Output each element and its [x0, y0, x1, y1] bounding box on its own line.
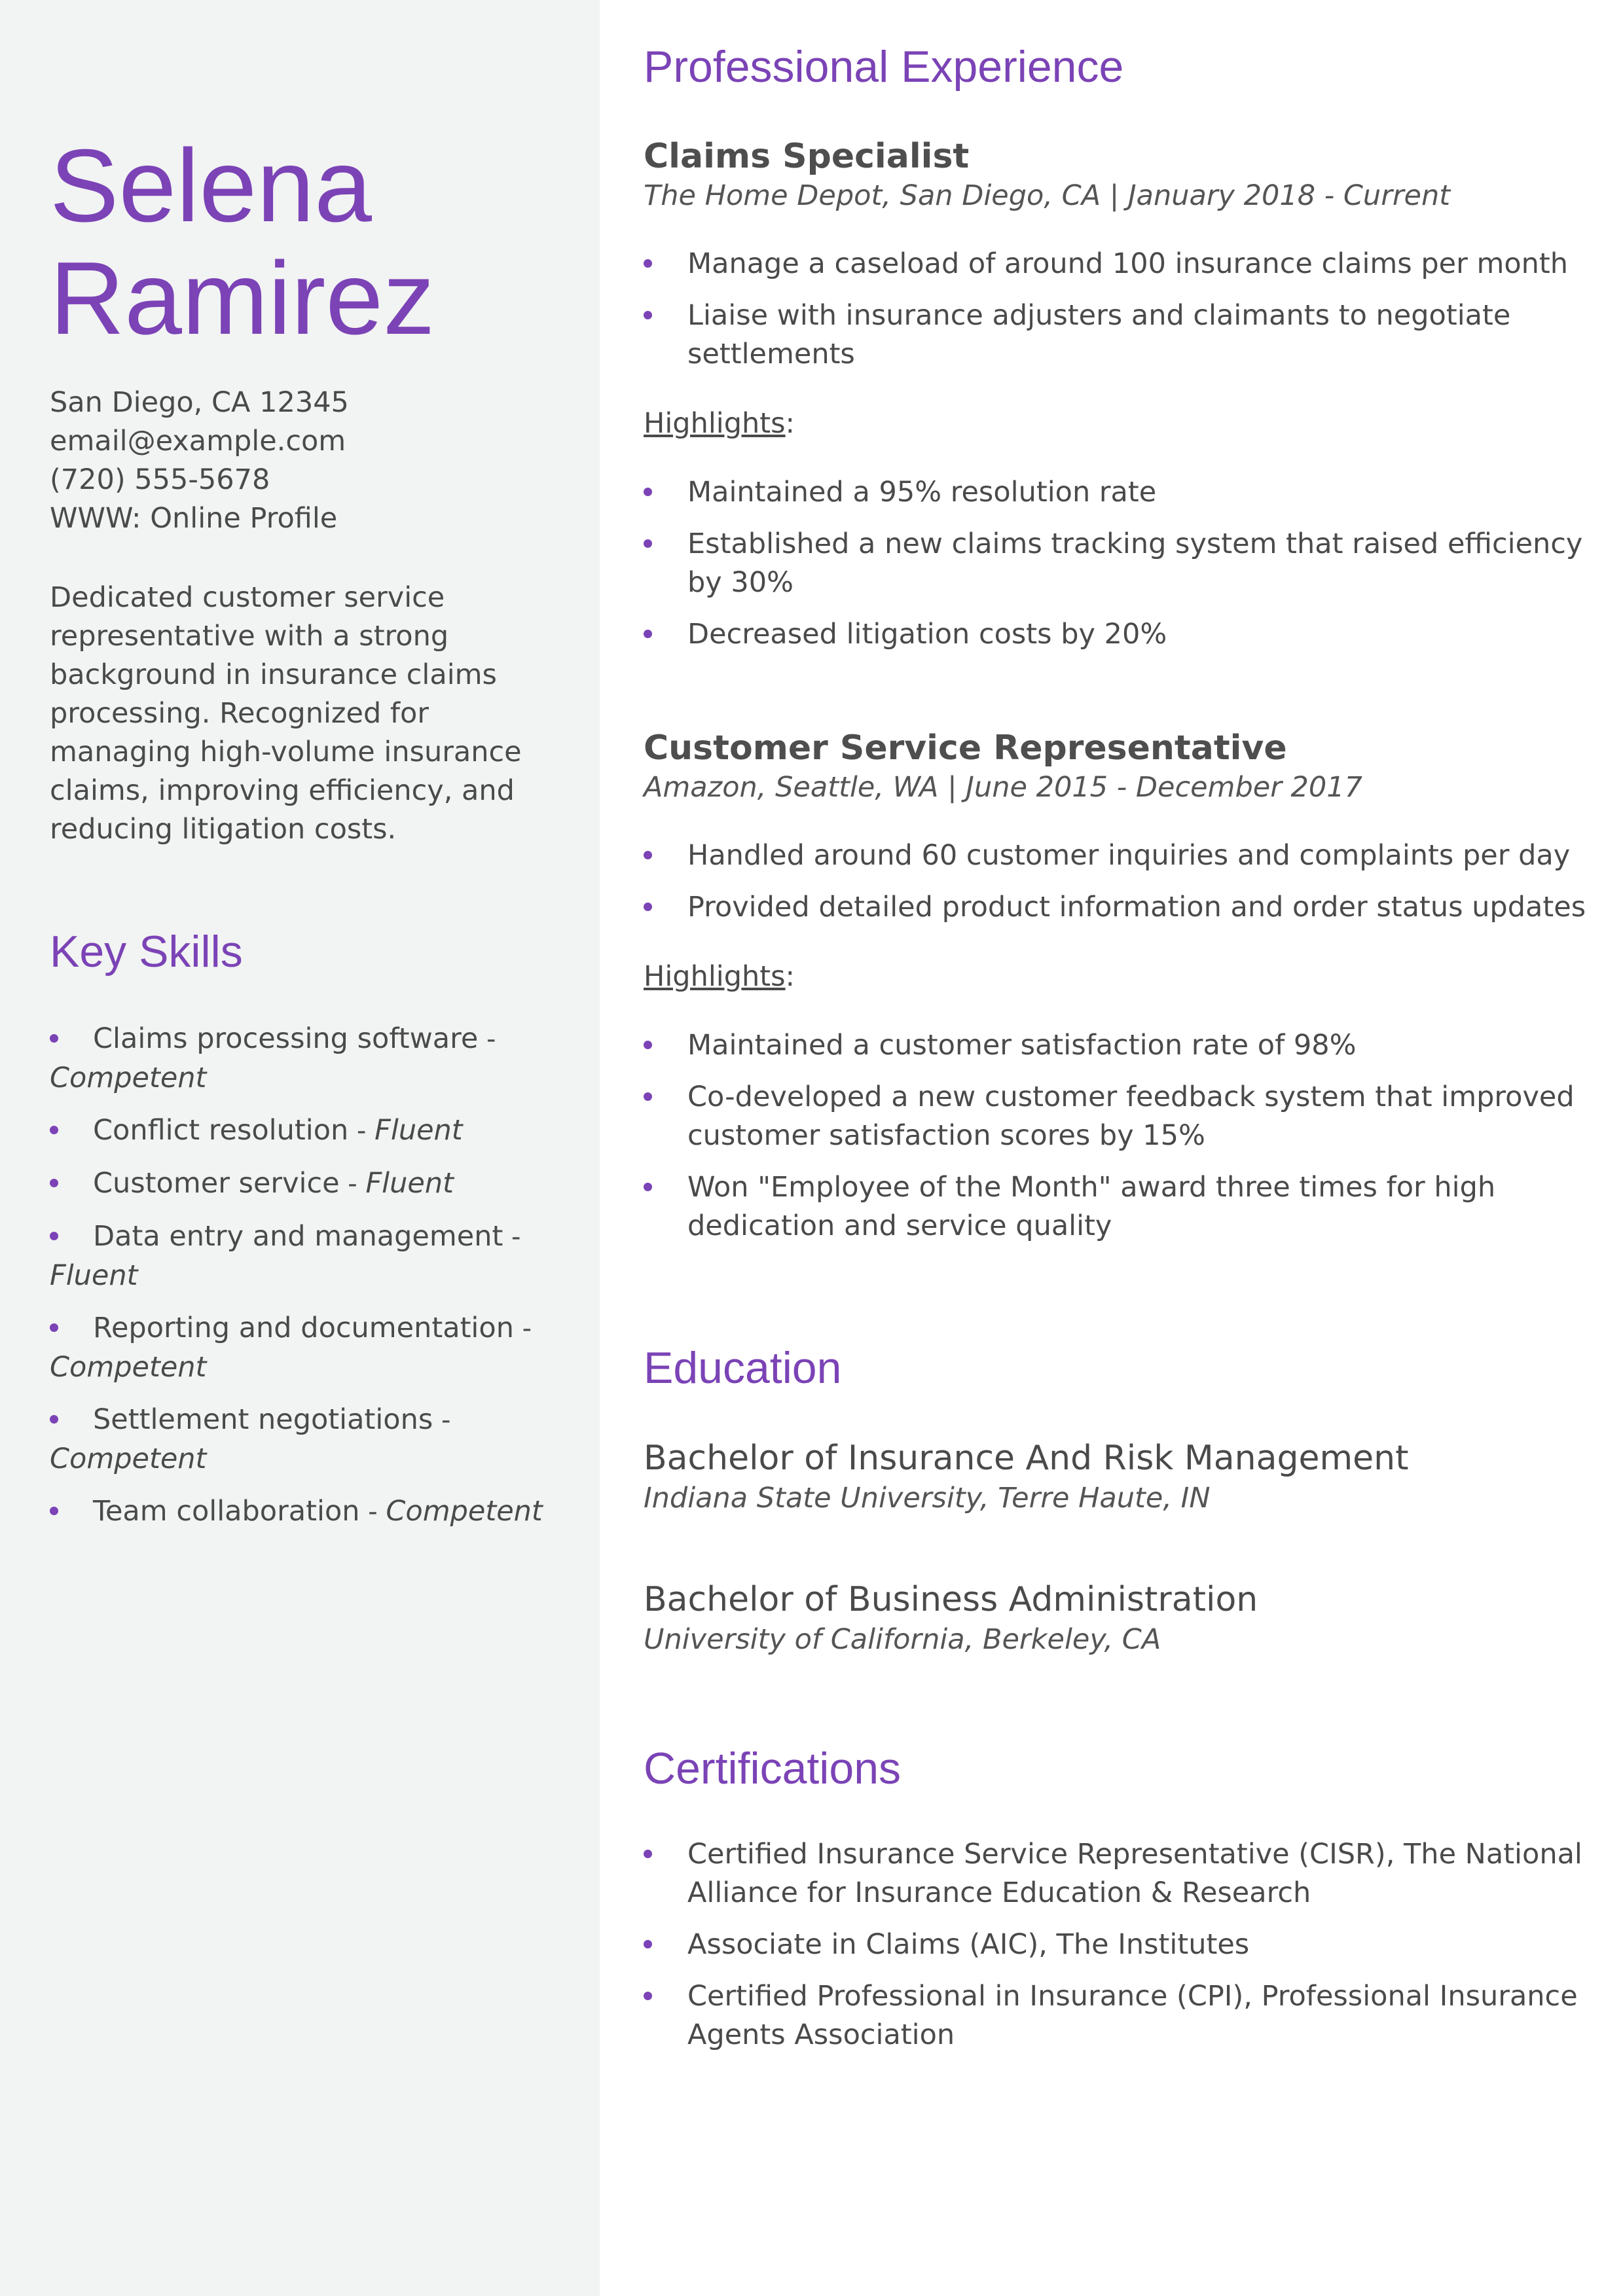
- highlights-label-text: Highlights: [644, 960, 786, 993]
- skill-level: Fluent: [365, 1167, 454, 1200]
- highlights-colon: :: [785, 407, 795, 440]
- bullet-icon: [644, 259, 652, 268]
- education-entry: [644, 1579, 1599, 1659]
- experience-heading: Professional Experience: [644, 42, 1124, 92]
- list-item: [644, 836, 1599, 875]
- last-name: Ramirez: [50, 241, 435, 356]
- first-name: Selena: [50, 128, 372, 243]
- skill-sep: -: [348, 1116, 375, 1146]
- list-item: [644, 296, 1599, 374]
- skill-name: Customer service: [93, 1167, 340, 1200]
- degree: Bachelor of Insurance And Risk Management: [644, 1439, 1409, 1478]
- bullet-icon: [644, 1183, 652, 1191]
- main-content: [600, 0, 1623, 2296]
- bullet-icon: [50, 1034, 58, 1043]
- bullet-icon: [644, 311, 652, 319]
- highlights-list: [644, 1026, 1599, 1246]
- list-item: [644, 888, 1599, 927]
- skill-name: Team collaboration: [93, 1495, 360, 1528]
- list-item: [644, 1977, 1599, 2054]
- bullet-icon: [644, 630, 652, 638]
- bullet-icon: [50, 1126, 58, 1134]
- skill-level: Competent: [50, 1351, 207, 1384]
- duties-list: [644, 836, 1599, 927]
- bullet-icon: [50, 1232, 58, 1240]
- skill-sep: -: [478, 1024, 496, 1054]
- skill-item: [50, 1020, 547, 1098]
- bullet-icon: [644, 488, 652, 496]
- job-entry: [644, 136, 1599, 667]
- bullet-icon: [50, 1323, 58, 1332]
- skill-item: [50, 1164, 547, 1204]
- duty-text: Liaise with insurance adjusters and claimants to negotiate settlements: [687, 299, 1511, 370]
- skill-name: Claims processing software: [93, 1022, 479, 1055]
- skill-name: Reporting and documentation: [93, 1312, 514, 1344]
- contact-info: [50, 384, 574, 538]
- phone: (720) 555-5678: [50, 463, 270, 496]
- skill-level: Fluent: [374, 1114, 463, 1147]
- skill-sep: -: [503, 1222, 521, 1252]
- duty-text: Provided detailed product information and order status updates: [687, 891, 1586, 924]
- skills-heading: Key Skills: [50, 927, 243, 977]
- list-item: [644, 1926, 1599, 1964]
- list-item: [644, 1168, 1599, 1246]
- certifications-block: [644, 1835, 1599, 2068]
- school: University of California, Berkeley, CA: [644, 1623, 1161, 1656]
- bullet-icon: [50, 1179, 58, 1187]
- bullet-icon: [644, 1092, 652, 1101]
- certification-text: Associate in Claims (AIC), The Institutes: [687, 1928, 1250, 1961]
- candidate-name: [50, 130, 587, 355]
- job-title: Claims Specialist: [644, 137, 970, 176]
- highlight-text: Maintained a 95% resolution rate: [687, 476, 1157, 509]
- job-meta: The Home Depot, San Diego, CA | January 2018 - Current: [644, 179, 1451, 212]
- skill-sep: -: [339, 1169, 366, 1199]
- duty-text: Manage a caseload of around 100 insurance claims per month: [687, 247, 1569, 280]
- website-link[interactable]: WWW: Online Profile: [50, 502, 338, 535]
- highlights-label: [644, 404, 1599, 442]
- profile-summary: Dedicated customer service representative with a strong background in insurance claims processing. Recognized for managing high-volume insurance claims, improving efficiency, and reducing litigation costs.: [50, 581, 522, 846]
- skill-item: [50, 1309, 547, 1387]
- certification-text: Certified Professional in Insurance (CPI), Professional Insurance Agents Association: [687, 1980, 1578, 2051]
- skill-item: [50, 1217, 547, 1295]
- highlight-text: Won "Employee of the Month" award three times for high dedication and service quality: [687, 1171, 1496, 1242]
- highlights-label: [644, 958, 1599, 996]
- email[interactable]: email@example.com: [50, 425, 346, 457]
- degree: Bachelor of Business Administration: [644, 1580, 1258, 1619]
- location: San Diego, CA 12345: [50, 386, 349, 419]
- skill-level: Competent: [50, 1443, 207, 1475]
- list-item: [644, 525, 1599, 602]
- bullet-icon: [644, 1940, 652, 1948]
- highlights-colon: :: [785, 960, 795, 993]
- list-item: [644, 1835, 1599, 1912]
- bullet-icon: [644, 1992, 652, 2000]
- bullet-icon: [50, 1507, 58, 1515]
- bullet-icon: [644, 851, 652, 859]
- list-item: [644, 245, 1599, 283]
- duties-list: [644, 245, 1599, 374]
- skill-name: Data entry and management: [93, 1220, 503, 1253]
- skill-name: Settlement negotiations: [93, 1403, 433, 1436]
- skill-level: Competent: [386, 1495, 543, 1528]
- skill-sep: -: [359, 1497, 386, 1527]
- certifications-heading: Certifications: [644, 1744, 902, 1793]
- skill-item: [50, 1111, 547, 1151]
- skill-name: Conflict resolution: [93, 1114, 349, 1147]
- certification-text: Certified Insurance Service Representative (CISR), The National Alliance for Insurance Education & Research: [687, 1838, 1582, 1909]
- highlight-text: Maintained a customer satisfaction rate of 98%: [687, 1029, 1357, 1062]
- highlights-label-text: Highlights: [644, 407, 786, 440]
- skill-item: [50, 1492, 547, 1532]
- highlight-text: Established a new claims tracking system that raised efficiency by 30%: [687, 528, 1583, 599]
- skill-sep: -: [433, 1405, 451, 1435]
- list-item: [644, 1078, 1599, 1155]
- skill-level: Fluent: [50, 1259, 138, 1292]
- sidebar: [0, 0, 600, 2296]
- highlight-text: Co-developed a new customer feedback system that improved customer satisfaction scores by 15%: [687, 1081, 1575, 1152]
- bullet-icon: [644, 903, 652, 911]
- job-entry: [644, 728, 1599, 1259]
- bullet-icon: [644, 1850, 652, 1858]
- education-heading: Education: [644, 1343, 842, 1393]
- bullet-icon: [644, 539, 652, 548]
- job-meta: Amazon, Seattle, WA | June 2015 - December 2017: [644, 771, 1362, 804]
- skill-item: [50, 1401, 547, 1479]
- duty-text: Handled around 60 customer inquiries and complaints per day: [687, 839, 1571, 872]
- list-item: [644, 615, 1599, 654]
- list-item: [644, 473, 1599, 512]
- education-entry: [644, 1437, 1599, 1517]
- certifications-list: [644, 1835, 1599, 2054]
- skill-sep: -: [513, 1314, 532, 1344]
- bullet-icon: [50, 1415, 58, 1424]
- bullet-icon: [644, 1041, 652, 1049]
- highlight-text: Decreased litigation costs by 20%: [687, 618, 1167, 651]
- skills-list: [50, 1020, 547, 1545]
- skill-level: Competent: [50, 1062, 207, 1094]
- job-title: Customer Service Representative: [644, 728, 1287, 768]
- school: Indiana State University, Terre Haute, IN: [644, 1482, 1211, 1515]
- list-item: [644, 1026, 1599, 1065]
- highlights-list: [644, 473, 1599, 654]
